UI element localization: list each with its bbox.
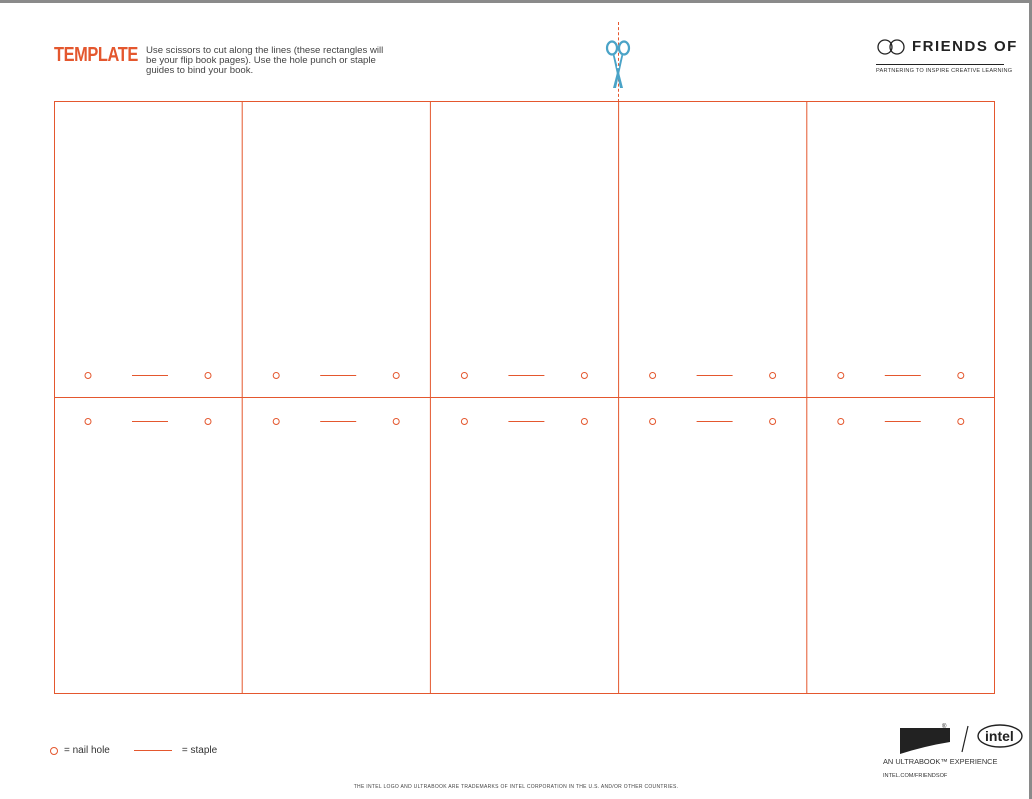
page-title: TEMPLATE: [54, 44, 138, 66]
nail-hole-icon: [85, 373, 91, 379]
svg-text:®: ®: [942, 724, 947, 730]
nail-hole-icon: [581, 419, 587, 425]
ultrabook-experience-text: AN ULTRABOOK™ EXPERIENCE: [883, 757, 998, 766]
instructions-text: Use scissors to cut along the lines (these rectangles will be your flip book pages). Use the hole punch or staple guides to bind your book.: [146, 45, 384, 76]
friends-of-logo: [876, 38, 1018, 55]
logo-name: FRIENDS OF: [912, 38, 1018, 55]
trademark-notice: THE INTEL LOGO AND ULTRABOOK ARE TRADEMARKS OF INTEL CORPORATION IN THE U.S. AND/OR OTHER COUNTRIES.: [353, 784, 679, 790]
ultrabook-icon: [900, 728, 950, 754]
nail-hole-icon: [50, 747, 58, 755]
logo-separator: [962, 726, 968, 752]
nail-hole-icon: [393, 373, 399, 379]
nail-hole-icon: [958, 419, 964, 425]
flipbook-template-grid: [54, 101, 995, 694]
nail-hole-icon: [461, 373, 467, 379]
nail-hole-icon: [205, 419, 211, 425]
nail-hole-icon: [205, 373, 211, 379]
infinity-icon: [876, 39, 906, 55]
nail-hole-icon: [838, 419, 844, 425]
nail-hole-icon: [581, 373, 587, 379]
legend-hole-label: = nail hole: [64, 745, 110, 756]
logo-tagline: PARTNERING TO INSPIRE CREATIVE LEARNING: [876, 68, 1013, 74]
legend: [50, 745, 217, 756]
top-border: [0, 0, 1032, 3]
staple-icon: [134, 750, 172, 751]
nail-hole-icon: [770, 419, 776, 425]
nail-hole-icon: [838, 373, 844, 379]
nail-hole-icon: [461, 419, 467, 425]
nail-hole-icon: [770, 373, 776, 379]
nail-hole-icon: [273, 419, 279, 425]
intel-wordmark: intel: [985, 728, 1014, 744]
scissors-icon: [604, 40, 632, 97]
grid-lines: [54, 101, 995, 694]
nail-hole-icon: [650, 373, 656, 379]
nail-hole-icon: [650, 419, 656, 425]
nail-hole-icon: [958, 373, 964, 379]
logo-divider: [876, 64, 1004, 65]
nail-hole-icon: [85, 419, 91, 425]
intel-url: INTEL.COM/FRIENDSOF: [883, 773, 948, 779]
nail-hole-icon: [273, 373, 279, 379]
legend-staple-label: = staple: [181, 745, 218, 756]
nail-hole-icon: [393, 419, 399, 425]
